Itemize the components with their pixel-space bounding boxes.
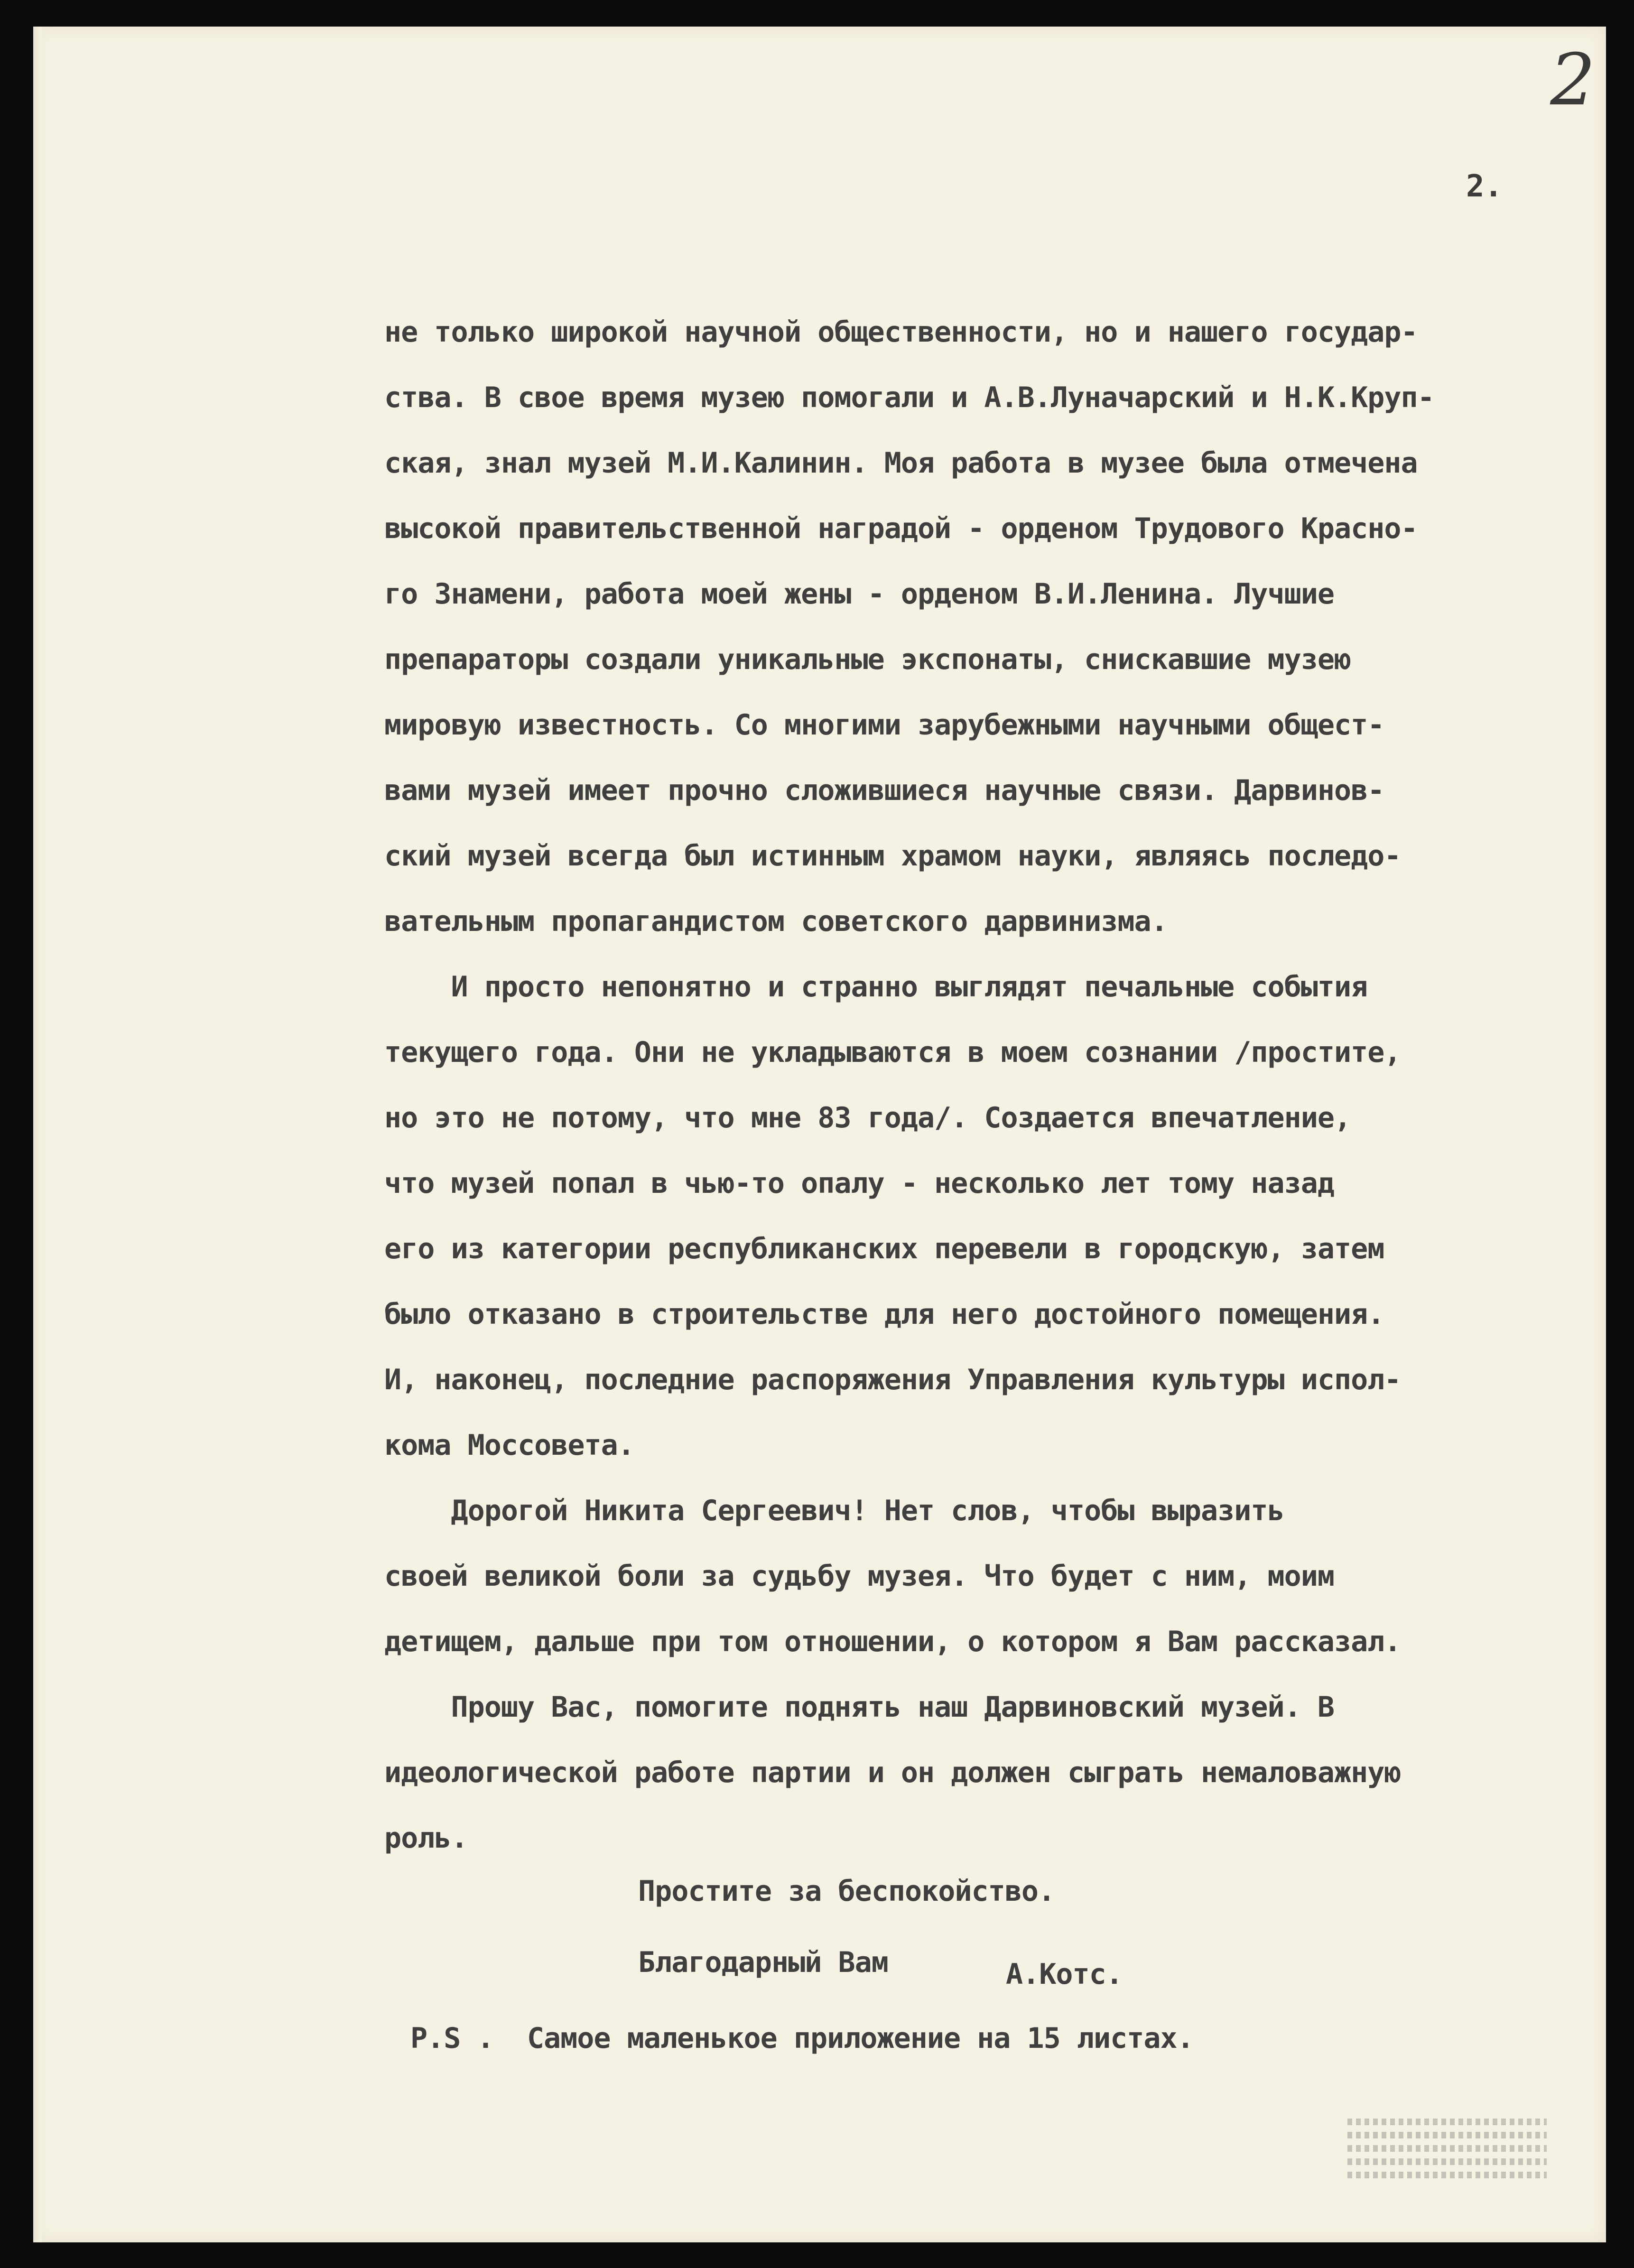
body-line: кома Моссовета. <box>384 1429 634 1462</box>
stamp-row <box>1347 2132 1547 2138</box>
archive-sheet-number: 2 <box>1550 39 1596 121</box>
body-line: ства. В свое время музею помогали и А.В.Луначарский и Н.К.Круп- <box>384 381 1434 414</box>
body-line: ский музей всегда был истинным храмом науки, являясь последо- <box>384 839 1401 873</box>
body-line: Дорогой Никита Сергеевич! Нет слов, чтобы выразить <box>384 1494 1284 1527</box>
body-line: роль. <box>384 1822 468 1855</box>
body-line: его из категории республиканских перевели в городскую, затем <box>384 1232 1384 1265</box>
body-line: высокой правительственной наградой - орденом Трудового Красно- <box>384 512 1418 545</box>
body-line: Прошу Вас, помогите поднять наш Дарвиновский музей. В <box>384 1691 1335 1724</box>
body-line: идеологической работе партии и он должен сыграть немаловажную <box>384 1756 1401 1789</box>
body-line: го Знамени, работа моей жены - орденом В.И.Ленина. Лучшие <box>384 577 1335 611</box>
body-line: препараторы создали уникальные экспонаты, снискавшие музею <box>384 643 1351 676</box>
body-line: но это не потому, что мне 83 года/. Создается впечатление, <box>384 1101 1351 1134</box>
body-line: мировую известность. Со многими зарубежными научными общест- <box>384 708 1384 742</box>
letter-body <box>384 299 1608 1871</box>
stamp-row <box>1347 2172 1547 2178</box>
body-line: вами музей имеет прочно сложившиеся научные связи. Дарвинов- <box>384 774 1384 807</box>
document-page <box>33 27 1606 2242</box>
stamp-row <box>1347 2158 1547 2165</box>
body-line: не только широкой научной общественности, но и нашего государ- <box>384 316 1418 349</box>
body-line: было отказано в строительстве для него достойного помещения. <box>384 1298 1384 1331</box>
signature: А.Котс. <box>1006 1958 1123 1991</box>
body-line: своей великой боли за судьбу музея. Что будет с ним, моим <box>384 1560 1335 1593</box>
body-line: И, наконец, последние распоряжения Управления культуры испол- <box>384 1363 1401 1396</box>
body-line: ская, знал музей М.И.Калинин. Моя работа в музее была отмечена <box>384 446 1418 480</box>
paper-edge <box>33 27 42 2242</box>
stamp-row <box>1347 2119 1547 2125</box>
body-line: что музей попал в чью-то опалу - несколько лет тому назад <box>384 1167 1335 1200</box>
stamp-row <box>1347 2145 1547 2152</box>
body-line: детищем, дальше при том отношении, о котором я Вам рассказал. <box>384 1625 1401 1658</box>
postscript: P.S . Самое маленькое приложение на 15 листах. <box>410 2022 1194 2055</box>
body-line: вательным пропагандистом советского дарвинизма. <box>384 905 1168 938</box>
faded-stamp <box>1347 2112 1547 2216</box>
body-line: И просто непонятно и странно выглядят печальные события <box>384 970 1368 1004</box>
closing-thanks: Благодарный Вам <box>638 1946 888 1979</box>
closing-phrase: Простите за беспокойство. <box>638 1875 1055 1908</box>
page-number: 2. <box>1466 169 1503 204</box>
body-line: текущего года. Они не укладываются в моем сознании /простите, <box>384 1036 1401 1069</box>
